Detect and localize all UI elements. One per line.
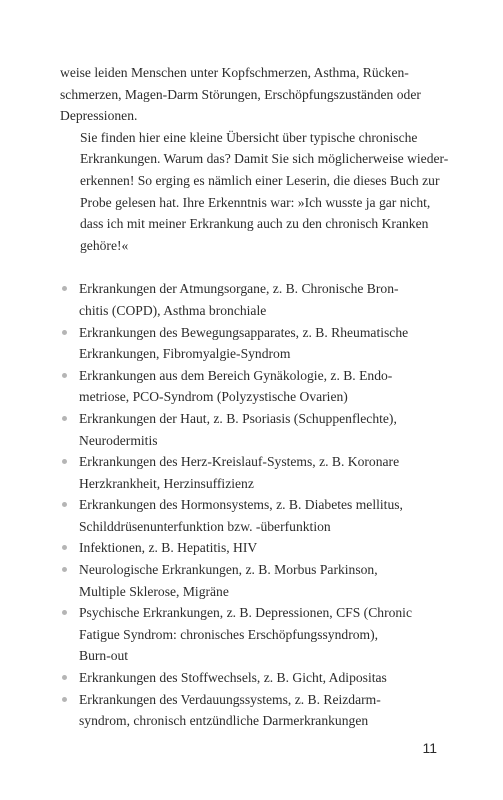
paragraph-intro-continued <box>60 62 442 127</box>
text-line: Erkrankungen des Stoffwechsels, z. B. Gicht, Adipositas <box>79 670 387 686</box>
page-number: 11 <box>422 740 437 756</box>
text-line: Erkrankungen der Haut, z. B. Psoriasis (Schuppenflechte), <box>79 410 397 426</box>
text-line: Depressionen. <box>60 108 138 124</box>
text-line: Probe gelesen hat. Ihre Erkenntnis war: »Ich wusste ja gar nicht, <box>80 194 431 210</box>
text-line: metriose, PCO-Syndrom (Polyzystische Ovarien) <box>79 389 348 405</box>
bullet-icon <box>62 675 67 680</box>
disease-list <box>60 278 442 731</box>
list-item-infections <box>60 537 442 559</box>
text-line: weise leiden Menschen unter Kopfschmerzen, Asthma, Rücken- <box>60 65 409 80</box>
text-line: gehöre!« <box>80 237 129 253</box>
paragraph-overview <box>60 127 449 257</box>
text-line: Erkrankungen des Verdauungssystems, z. B. Reizdarm- <box>79 691 381 707</box>
text-line: dass ich mit meiner Erkrankung auch zu den chronisch Kranken <box>80 216 429 232</box>
text-line: Neurodermitis <box>79 432 158 448</box>
bullet-icon <box>62 459 67 464</box>
list-item-metabolic <box>60 667 442 689</box>
bullet-icon <box>62 697 67 702</box>
text-line: Schilddrüsenunterfunktion bzw. -überfunktion <box>79 518 331 534</box>
text-line: Erkrankungen der Atmungsorgane, z. B. Chronische Bron- <box>79 281 399 297</box>
text-line: erkennen! So erging es nämlich einer Leserin, die dieses Buch zur <box>80 172 440 188</box>
text-line: Sie finden hier eine kleine Übersicht über typische chronische <box>80 129 418 145</box>
list-item-hormonal <box>60 494 442 537</box>
text-line: Burn-out <box>79 648 129 664</box>
list-item-respiratory <box>60 278 442 321</box>
list-item-skin <box>60 408 442 451</box>
bullet-icon <box>62 502 67 507</box>
list-item-cardiovascular <box>60 451 442 494</box>
text-line: Neurologische Erkrankungen, z. B. Morbus Parkinson, <box>79 562 378 578</box>
text-line: Erkrankungen aus dem Bereich Gynäkologie, z. B. Endo- <box>79 367 393 383</box>
bullet-icon <box>62 416 67 421</box>
text-line: Fatigue Syndrom: chronisches Erschöpfungssyndrom), <box>79 626 379 642</box>
bullet-icon <box>62 373 67 378</box>
list-item-gynecology <box>60 365 442 408</box>
text-line: chitis (COPD), Asthma bronchiale <box>79 302 267 318</box>
text-line: Erkrankungen. Warum das? Damit Sie sich möglicherweise wieder- <box>80 151 449 167</box>
text-line: Erkrankungen des Hormonsystems, z. B. Diabetes mellitus, <box>79 497 403 513</box>
text-line: Herzkrankheit, Herzinsuffizienz <box>79 475 254 491</box>
list-item-musculoskeletal <box>60 322 442 365</box>
bullet-icon <box>62 610 67 615</box>
bullet-icon <box>62 545 67 550</box>
list-item-psychological <box>60 602 442 667</box>
text-line: Multiple Sklerose, Migräne <box>79 583 229 599</box>
text-line: schmerzen, Magen-Darm Störungen, Erschöpfungszuständen oder <box>60 86 421 102</box>
text-line: Erkrankungen des Bewegungsapparates, z. B. Rheumatische <box>79 324 409 340</box>
text-line: syndrom, chronisch entzündliche Darmerkrankungen <box>79 713 369 729</box>
bullet-icon <box>62 330 67 335</box>
text-line: Erkrankungen des Herz-Kreislauf-Systems, z. B. Koronare <box>79 454 400 470</box>
bullet-icon <box>62 567 67 572</box>
text-line: Erkrankungen, Fibromyalgie-Syndrom <box>79 346 291 362</box>
text-line: Psychische Erkrankungen, z. B. Depressionen, CFS (Chronic <box>79 605 412 621</box>
page-content <box>60 62 449 732</box>
bullet-icon <box>62 286 67 291</box>
list-item-digestive <box>60 689 442 732</box>
text-line: Infektionen, z. B. Hepatitis, HIV <box>79 540 258 556</box>
list-item-neurological <box>60 559 442 602</box>
